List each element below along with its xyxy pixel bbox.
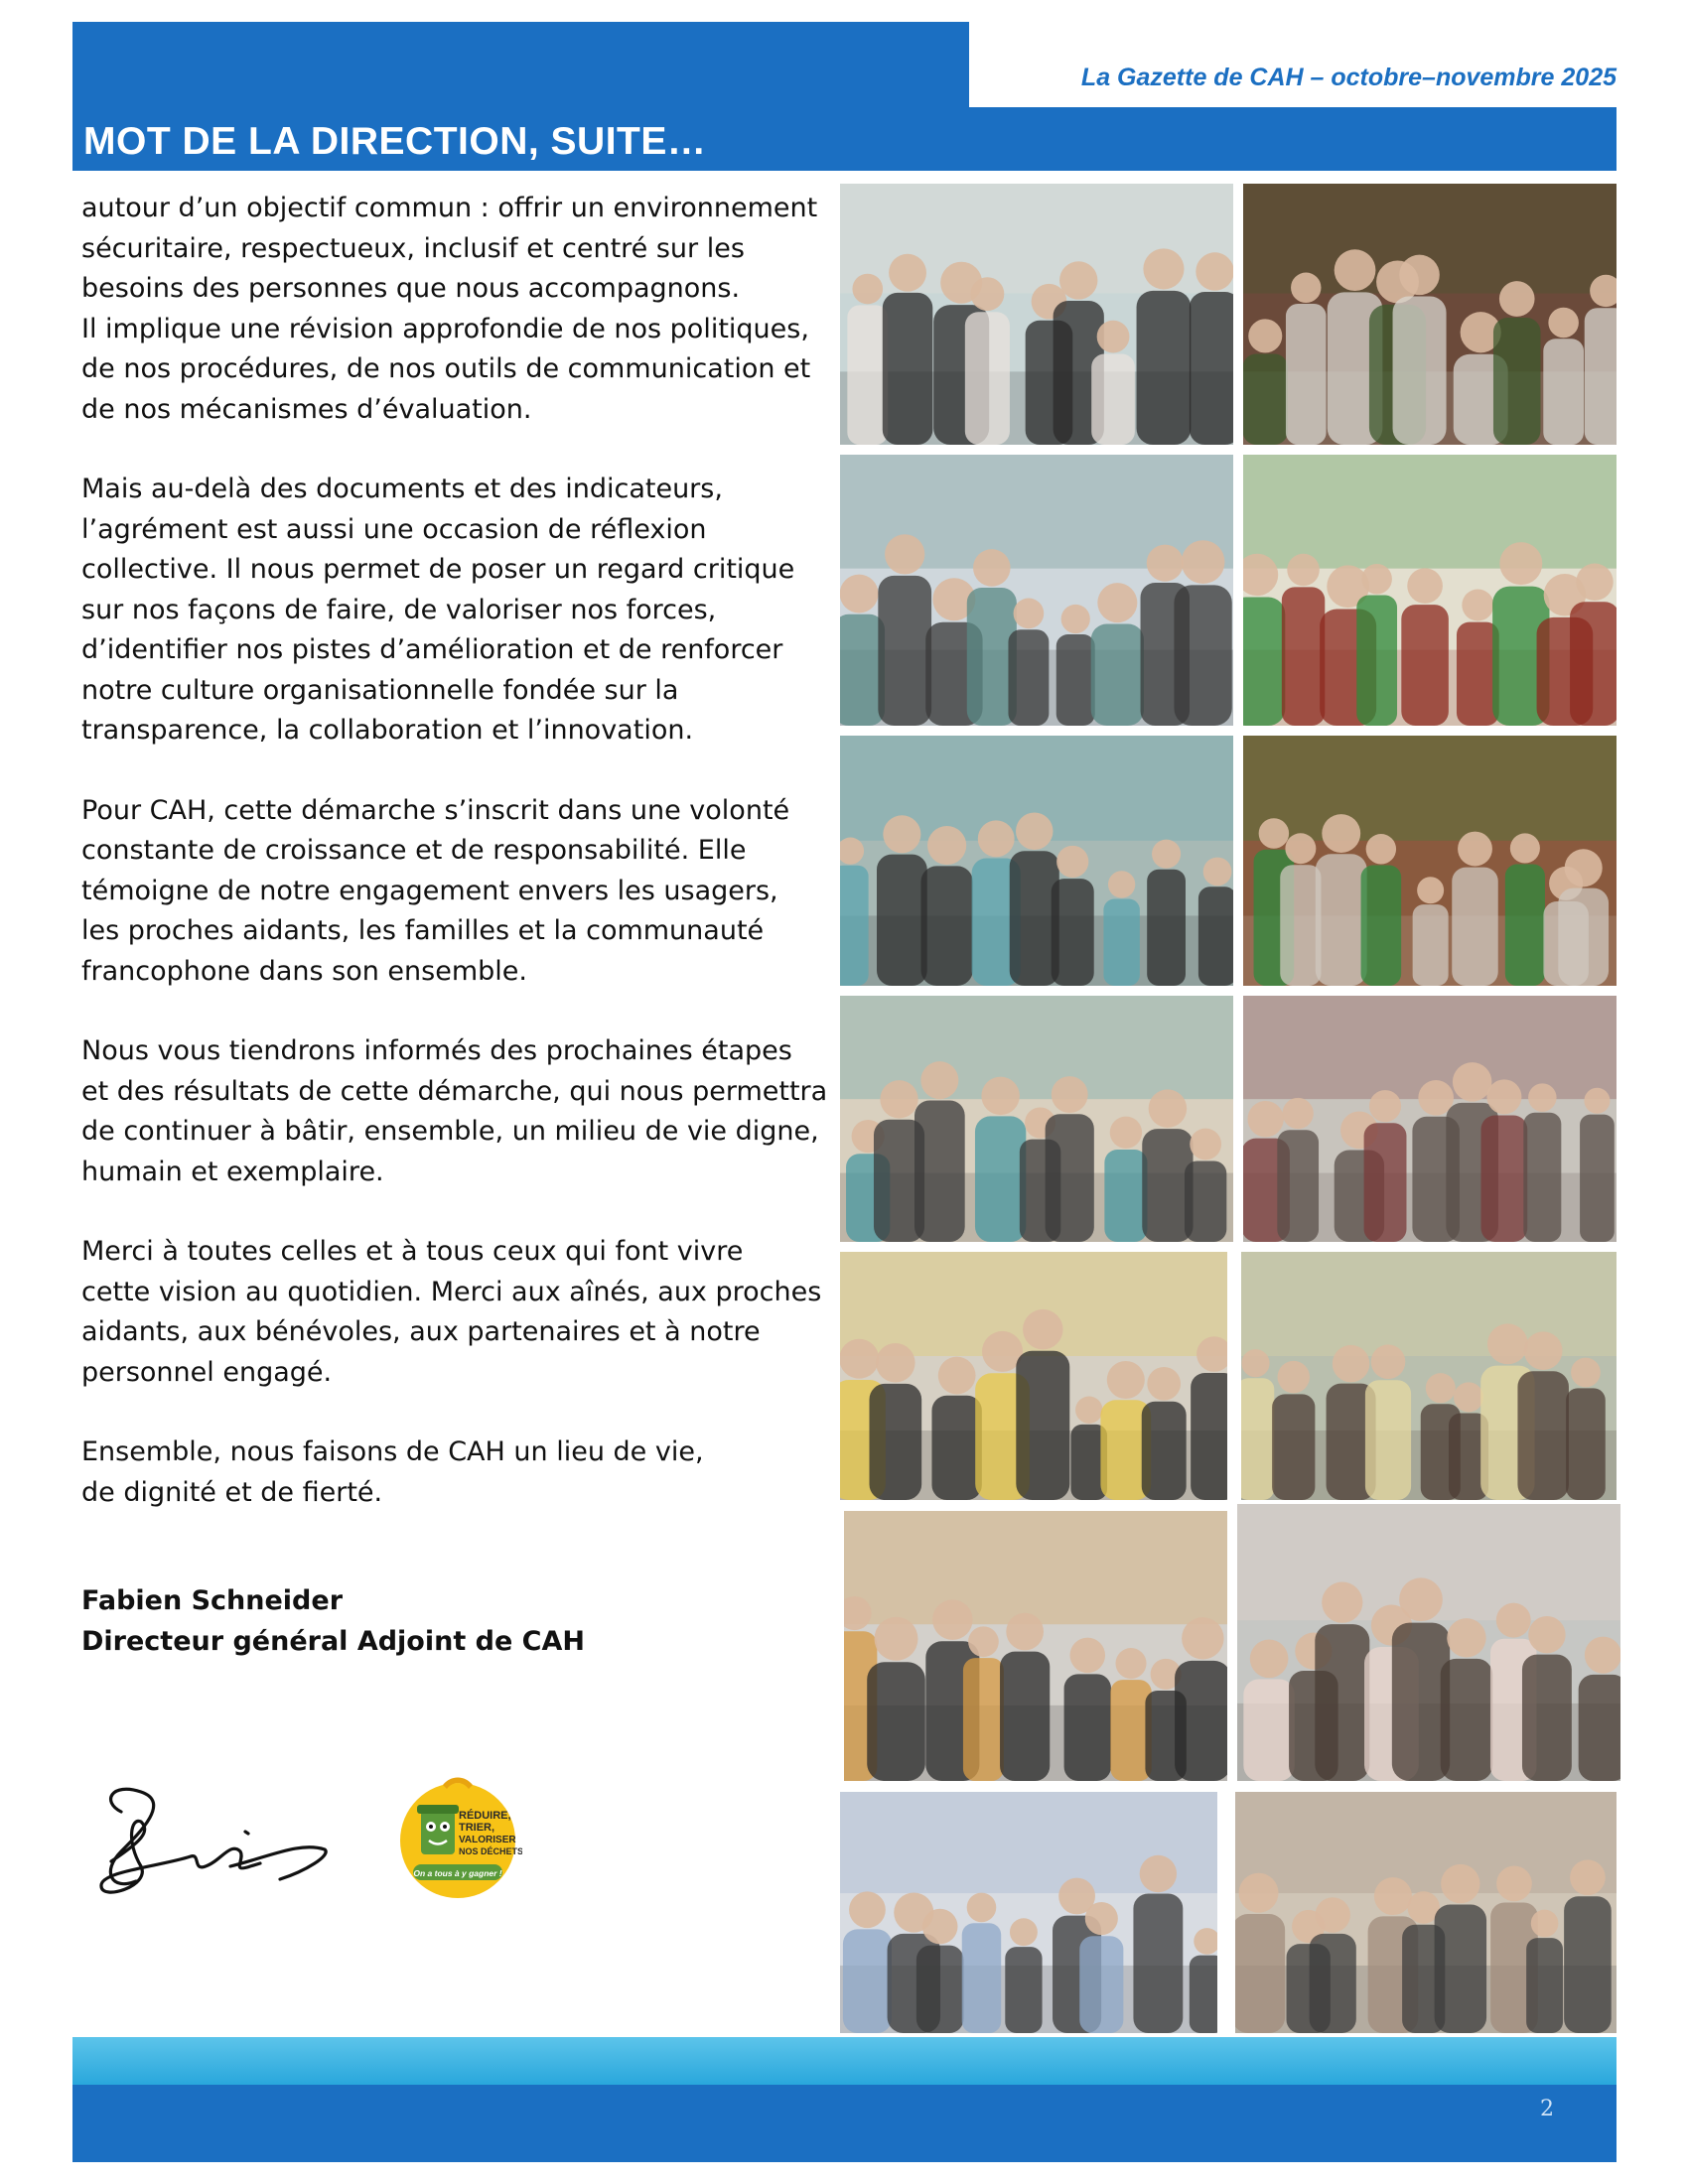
photo-dining-hall-seated-image (840, 996, 1233, 1242)
photo-crowd-outdoor-garden (1243, 184, 1617, 445)
photo-atrium-ceremony (1243, 736, 1617, 986)
photo-students-flags-image (840, 184, 1233, 445)
recycling-badge (393, 1769, 522, 1908)
signoff-block (81, 1580, 585, 1662)
article-paragraph: Mais au-delà des documents et des indicateurs, l’agrément est aussi une occasion de réflexion collective. Il nous permet de poser un regard critique sur nos façons de faire, de valoriser nos forces, d’identifier nos pistes d’amélioration et de renforcer notre culture organisationnelle fondée sur la transparence, la collaboration et l’innovation. (81, 474, 795, 746)
article-paragraph: Merci à toutes celles et à tous ceux qui font vivre cette vision au quotidien. Merci aux aînés, aux proches aidants, aux bénévoles, aux partenaires et à notre personnel engagé. (81, 1236, 822, 1388)
page-number: 2 (1540, 2097, 1554, 2121)
photo-audience-residents (1235, 1792, 1617, 2033)
photo-audience-residents-image (1235, 1792, 1617, 2033)
photo-speaker-flag-screen-image (1243, 455, 1617, 726)
photo-lounge-residents (1243, 996, 1617, 1242)
photo-kitchen-serving (840, 1252, 1227, 1500)
footer-band-light (72, 2037, 1617, 2085)
badge-slogan: On a tous à y gagner ! (413, 1868, 502, 1878)
photo-crowd-outdoor-garden-image (1243, 184, 1617, 445)
article-paragraph: Ensemble, nous faisons de CAH un lieu de vie, de dignité et de fierté. (81, 1436, 704, 1508)
article-paragraph: Nous vous tiendrons informés des prochaines étapes et des résultats de cette démarche, qui nous permettra de continuer à bâtir, ensemble, un milieu de vie digne, humain et exemplaire. (81, 1035, 828, 1187)
badge-text-line: TRIER, (459, 1822, 495, 1834)
photo-speaker-flag-screen (1243, 455, 1617, 726)
photo-activity-room (840, 1792, 1217, 2033)
header-top-block (72, 22, 969, 107)
photo-dining-room-gathering-image (840, 455, 1233, 726)
photo-meeting-room-table-image (1237, 1504, 1620, 1781)
handwritten-signature (81, 1772, 340, 1921)
photo-kitchen-serving-image (840, 1252, 1227, 1500)
photo-activity-room-image (840, 1792, 1217, 2033)
photo-kitchen-staff (844, 1511, 1227, 1781)
article-body (81, 189, 836, 1553)
photo-cafe-table-residents-image (1241, 1252, 1617, 1500)
signoff-role: Directeur général Adjoint de CAH (81, 1626, 585, 1657)
section-title: MOT DE LA DIRECTION, SUITE… (83, 120, 707, 163)
photo-atrium-ceremony-image (1243, 736, 1617, 986)
photo-residents-flags-table-image (840, 736, 1233, 986)
gazette-title: La Gazette de CAH – octobre–novembre 2025 (1080, 64, 1617, 91)
article-paragraph: Pour CAH, cette démarche s’inscrit dans une volonté constante de croissance et de responsabilité. Elle témoigne de notre engagement envers les usagers, les proches aidants, les familles et la communauté francophone dans son ensemble. (81, 794, 790, 987)
footer-band-dark (72, 2085, 1617, 2162)
photo-kitchen-staff-image (844, 1511, 1227, 1781)
photo-residents-flags-table (840, 736, 1233, 986)
signoff-name: Fabien Schneider (81, 1585, 344, 1616)
badge-text-line: VALORISER (459, 1835, 516, 1845)
photo-dining-hall-seated (840, 996, 1233, 1242)
photo-cafe-table-residents (1241, 1252, 1617, 1500)
article-paragraph: autour d’un objectif commun : offrir un environnement sécuritaire, respectueux, inclusif et centré sur les besoins des personnes que nous accompagnons. Il implique une révision approfondie de nos politiques, de nos procédures, de nos outils de communication et de nos mécanismes d’évaluation. (81, 193, 818, 425)
photo-meeting-room-table (1237, 1504, 1620, 1781)
photo-lounge-residents-image (1243, 996, 1617, 1242)
badge-text-line: NOS DÉCHETS (459, 1846, 522, 1856)
badge-text-line: RÉDUIRE, (459, 1810, 511, 1822)
photo-dining-room-gathering (840, 455, 1233, 726)
photo-students-flags (840, 184, 1233, 445)
